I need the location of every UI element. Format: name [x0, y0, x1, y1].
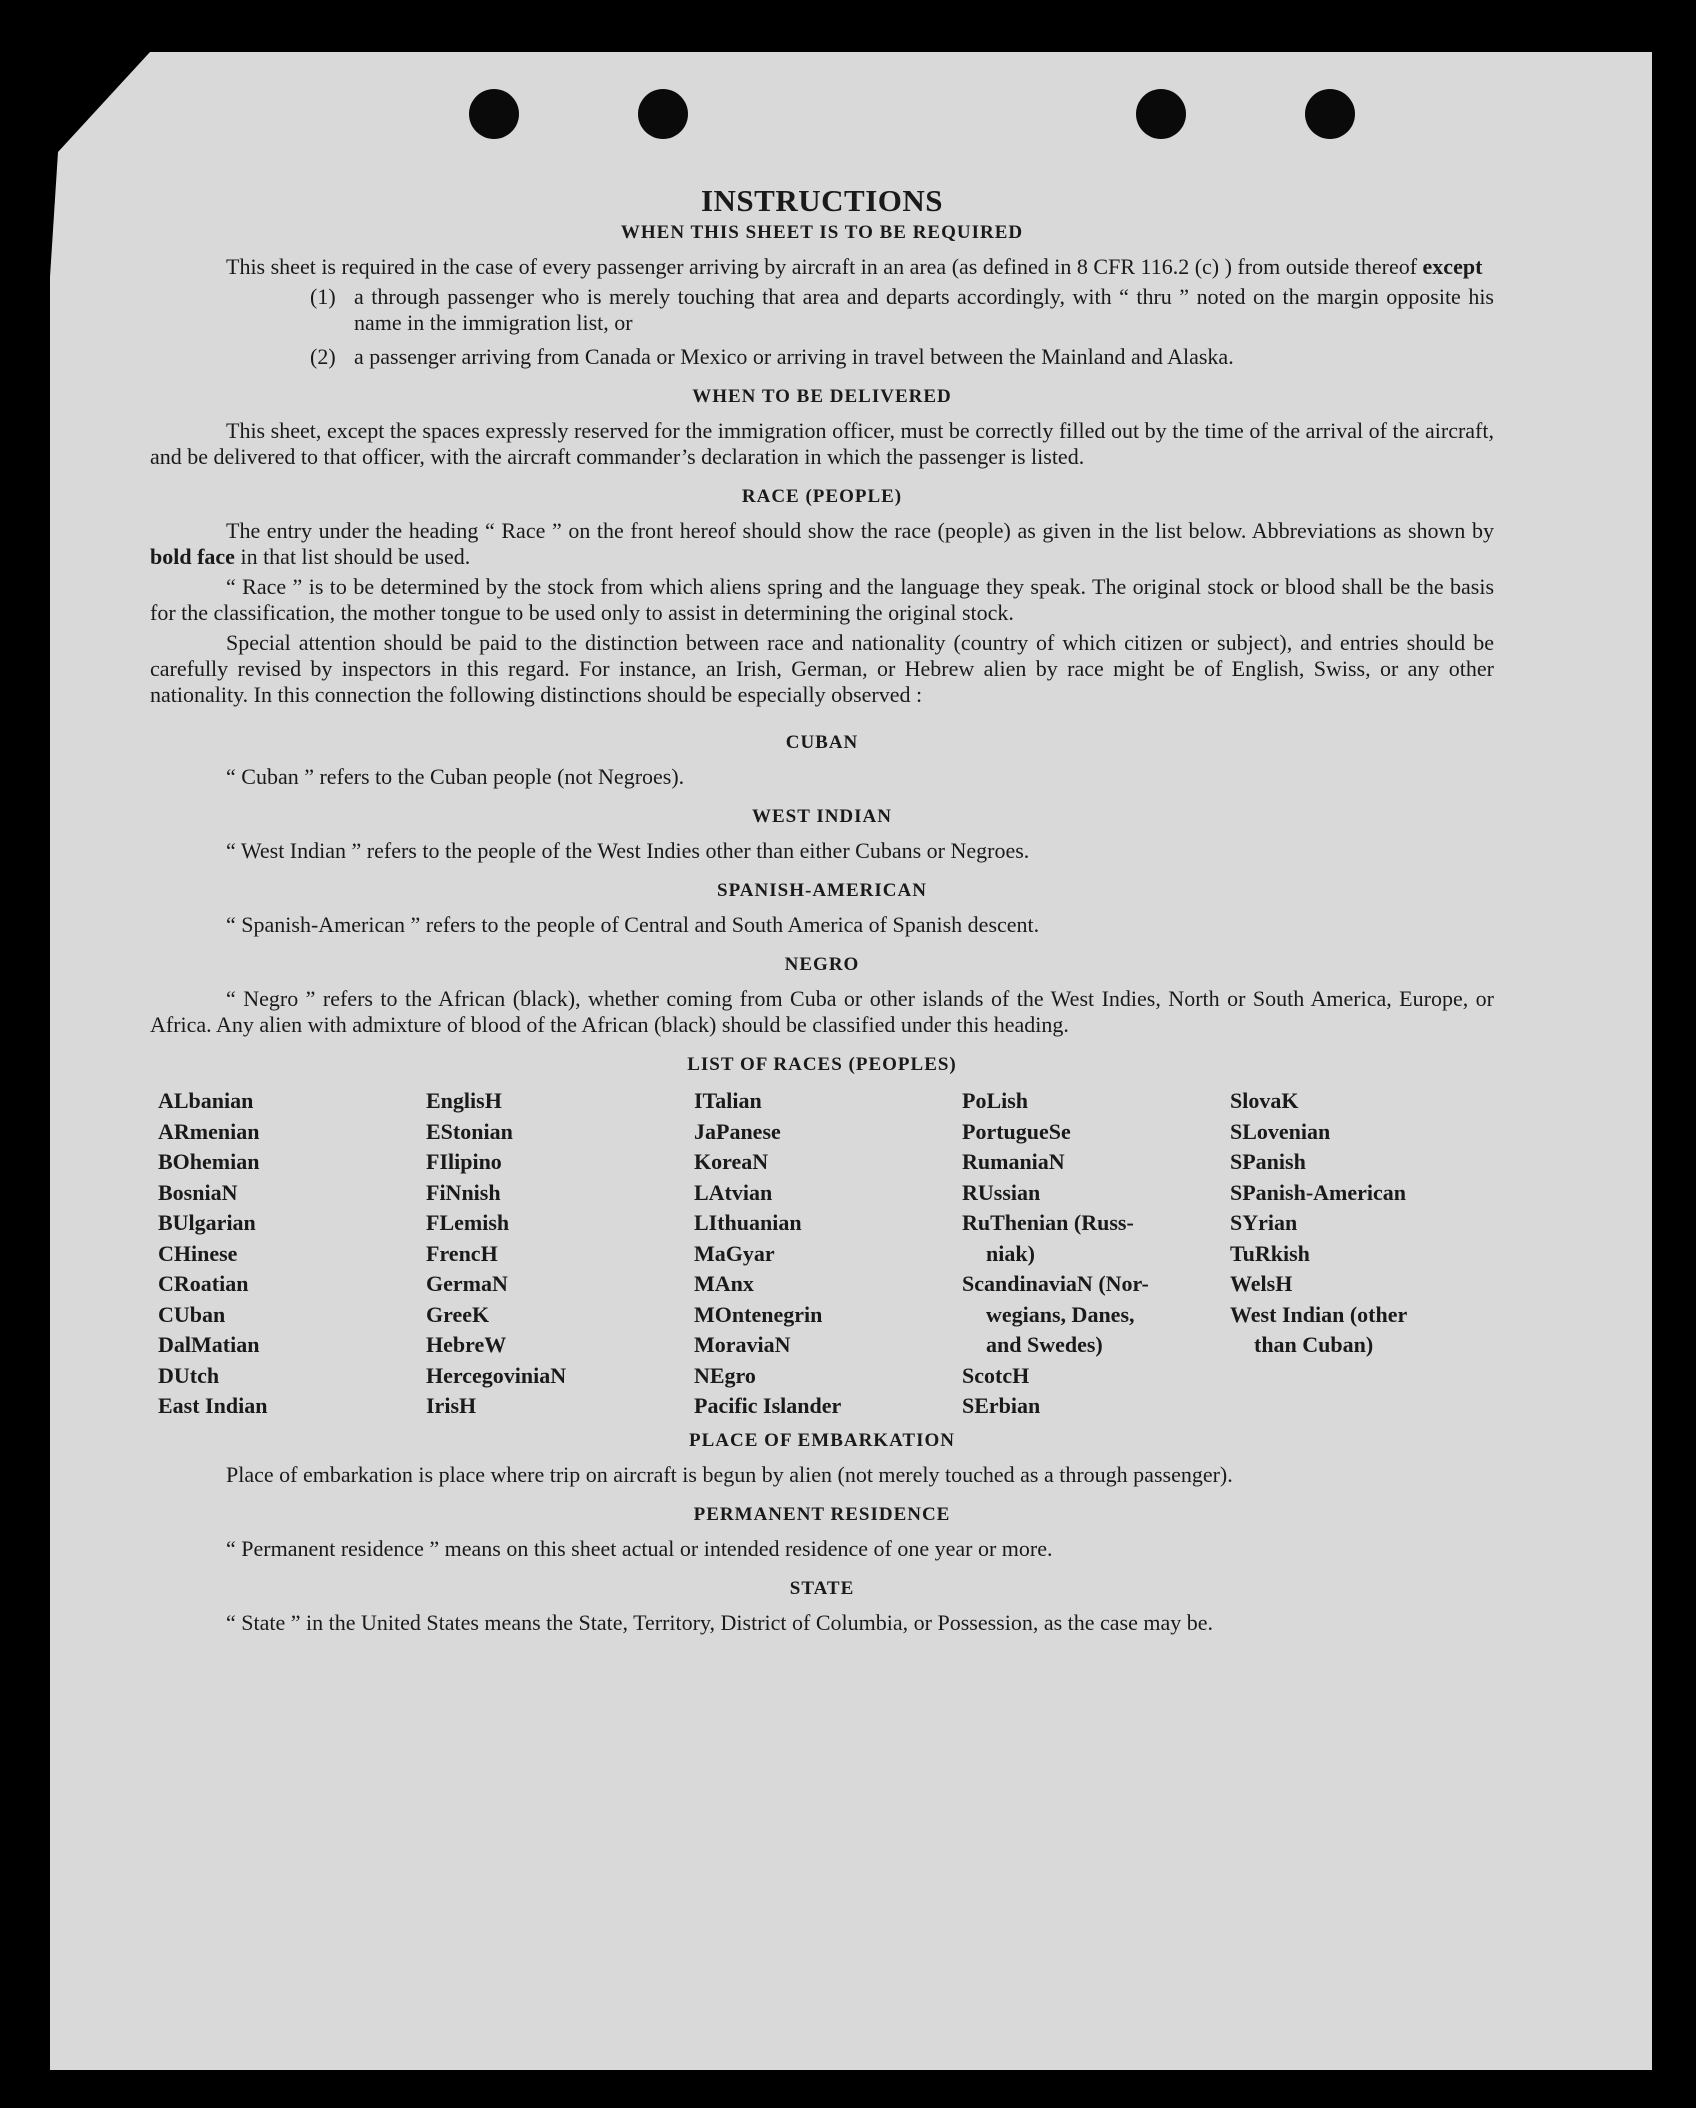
race-column-3 — [694, 1086, 962, 1422]
page-title: INSTRUCTIONS — [700, 183, 943, 218]
race-list-item: FrencH — [426, 1240, 498, 1266]
race-list-item: FIlipino — [426, 1149, 502, 1174]
race-list-item: MAnx — [694, 1271, 754, 1296]
section-heading-negro: NEGRO — [784, 954, 860, 975]
race-list-item: KoreaN — [694, 1149, 769, 1174]
race-list-item: niak) — [986, 1240, 1035, 1266]
race-list-item: IrisH — [426, 1393, 477, 1418]
race-column-1 — [158, 1086, 426, 1422]
race-list-item: GreeK — [426, 1301, 490, 1327]
race-list-item: Pacific Islander — [694, 1393, 842, 1418]
west-indian-text: “ West Indian ” refers to the people of the West Indies other than either Cubans or Negroes. — [226, 838, 1030, 863]
section-heading-required: WHEN THIS SHEET IS TO BE REQUIRED — [620, 222, 1024, 243]
race-list-item: EStonian — [426, 1118, 513, 1144]
race-list-item: PortugueSe — [962, 1118, 1071, 1144]
race-list-item: BOhemian — [158, 1149, 260, 1174]
race-list-item: than Cuban) — [1254, 1332, 1374, 1357]
race-list-item: BosniaN — [158, 1179, 238, 1205]
race-list-item: ALbanian — [158, 1088, 254, 1113]
race-list-item: ARmenian — [158, 1118, 260, 1144]
delivered-text: This sheet, except the spaces expressly reserved for the immigration officer, must be correctly filled out by the time of the arrival of the aircraft, and be delivered to that officer, with the aircraft commander’s declaration in which the passenger is listed. — [150, 418, 1494, 469]
race-list-item: MaGyar — [694, 1240, 775, 1266]
race-list-item: DUtch — [158, 1362, 220, 1388]
negro-text: “ Negro ” refers to the African (black), whether coming from Cuba or other islands of the West Indies, North or South America, Europe, or Africa. Any alien with admixture of blood of the African (black) should be classified under this heading. — [150, 986, 1494, 1037]
race-list-item: FLemish — [426, 1210, 510, 1235]
section-heading-embarkation: PLACE OF EMBARKATION — [689, 1429, 955, 1451]
embarkation-text: Place of embarkation is place where trip on aircraft is begun by alien (not merely touched as a through passenger). — [226, 1461, 1233, 1487]
race-column-5 — [1230, 1086, 1502, 1422]
race-list-item: and Swedes) — [986, 1332, 1103, 1357]
race-list-item: JaPanese — [694, 1118, 781, 1144]
race-list-item: East Indian — [158, 1393, 268, 1418]
race-paragraph-2: “ Race ” is to be determined by the stock from which aliens spring and the language they speak. The original stock or blood shall be the basis for the classification, the mother tongue to be used only to assist in determining the original stock. — [150, 574, 1494, 625]
race-list-item: HercegoviniaN — [426, 1362, 567, 1388]
race-list-item: FiNnish — [426, 1179, 501, 1205]
race-list-item: wegians, Danes, — [986, 1301, 1135, 1327]
race-list-item: SErbian — [962, 1393, 1041, 1418]
residence-text: “ Permanent residence ” means on this sheet actual or intended residence of one year or more. — [226, 1535, 1053, 1561]
race-list-item: CUban — [158, 1301, 226, 1327]
punch-hole — [1136, 89, 1186, 139]
race-list-item: RUssian — [962, 1179, 1041, 1205]
race-list-item: ScotcH — [962, 1362, 1030, 1388]
exception-item-1: (1) a through passenger who is merely touching that area and departs accordingly, with “ thru ” noted on the margin opposite his name in the immigration list, or — [310, 284, 1494, 335]
race-list-item: ITalian — [694, 1088, 762, 1113]
race-list-item: SlovaK — [1230, 1088, 1299, 1113]
instructions-content — [150, 183, 1494, 1640]
punch-hole — [638, 89, 688, 139]
section-heading-race: RACE (PEOPLE) — [741, 486, 903, 507]
race-list-item: RuThenian (Russ- — [962, 1210, 1134, 1235]
section-heading-delivered: WHEN TO BE DELIVERED — [692, 386, 952, 407]
race-list-item: LAtvian — [694, 1179, 773, 1205]
race-list-item: SPanish-American — [1230, 1179, 1406, 1205]
section-heading-race-list: LIST OF RACES (PEOPLES) — [687, 1054, 957, 1075]
race-list-item: TuRkish — [1230, 1240, 1310, 1266]
race-column-4 — [962, 1086, 1230, 1422]
race-list-item: ScandinaviaN (Nor- — [962, 1271, 1149, 1296]
race-list-item: SYrian — [1230, 1210, 1298, 1235]
race-list-item: BUlgarian — [158, 1210, 256, 1235]
section-heading-state: STATE — [789, 1577, 855, 1599]
race-list-item: SPanish — [1230, 1149, 1306, 1174]
race-list-item: MOntenegrin — [694, 1301, 823, 1327]
race-list-item: RumaniaN — [962, 1149, 1065, 1174]
cuban-text: “ Cuban ” refers to the Cuban people (not Negroes). — [226, 764, 685, 789]
race-list-item: CRoatian — [158, 1271, 249, 1296]
section-heading-west-indian: WEST INDIAN — [752, 806, 892, 827]
punch-hole — [469, 89, 519, 139]
section-heading-residence: PERMANENT RESIDENCE — [693, 1503, 951, 1525]
race-list-item: GermaN — [426, 1271, 508, 1296]
race-list-item: DalMatian — [158, 1332, 260, 1357]
race-list-item: HebreW — [426, 1332, 507, 1357]
race-list-item: WelsH — [1230, 1271, 1293, 1296]
race-paragraph-1: The entry under the heading “ Race ” on the front hereof should show the race (people) as given in the list below. Abbreviations as shown by bold face in that list should be used. — [150, 518, 1494, 569]
race-list-item: SLovenian — [1230, 1118, 1331, 1144]
section-heading-cuban: CUBAN — [785, 732, 859, 753]
required-intro: This sheet is required in the case of every passenger arriving by aircraft in an area (as defined in 8 CFR 116.2 (c) ) from outside thereof except — [226, 254, 1483, 279]
punch-hole — [1305, 89, 1355, 139]
race-list — [158, 1086, 1494, 1422]
race-paragraph-3: Special attention should be paid to the distinction between race and nationality (country of which citizen or subject), and entries should be carefully revised by inspectors in this regard. For instance, an Irish, German, or Hebrew alien by race might be of English, Swiss, or any other nationality. In this connection the following distinctions should be especially observed : — [150, 630, 1494, 707]
race-list-item: MoraviaN — [694, 1332, 791, 1357]
race-list-item: PoLish — [962, 1088, 1029, 1113]
section-heading-spanish-american: SPANISH-AMERICAN — [717, 880, 927, 901]
race-column-2 — [426, 1086, 694, 1422]
race-list-item: NEgro — [694, 1362, 756, 1388]
spanish-american-text: “ Spanish-American ” refers to the people of Central and South America of Spanish descent. — [226, 912, 1040, 937]
exception-item-2: (2) a passenger arriving from Canada or Mexico or arriving in travel between the Mainland and Alaska. — [310, 344, 1234, 369]
state-text: “ State ” in the United States means the State, Territory, District of Columbia, or Possession, as the case may be. — [226, 1609, 1214, 1635]
race-list-item: CHinese — [158, 1240, 238, 1266]
race-list-item: EnglisH — [426, 1088, 502, 1113]
race-list-item: LIthuanian — [694, 1210, 802, 1235]
race-list-item: West Indian (other — [1230, 1301, 1408, 1327]
